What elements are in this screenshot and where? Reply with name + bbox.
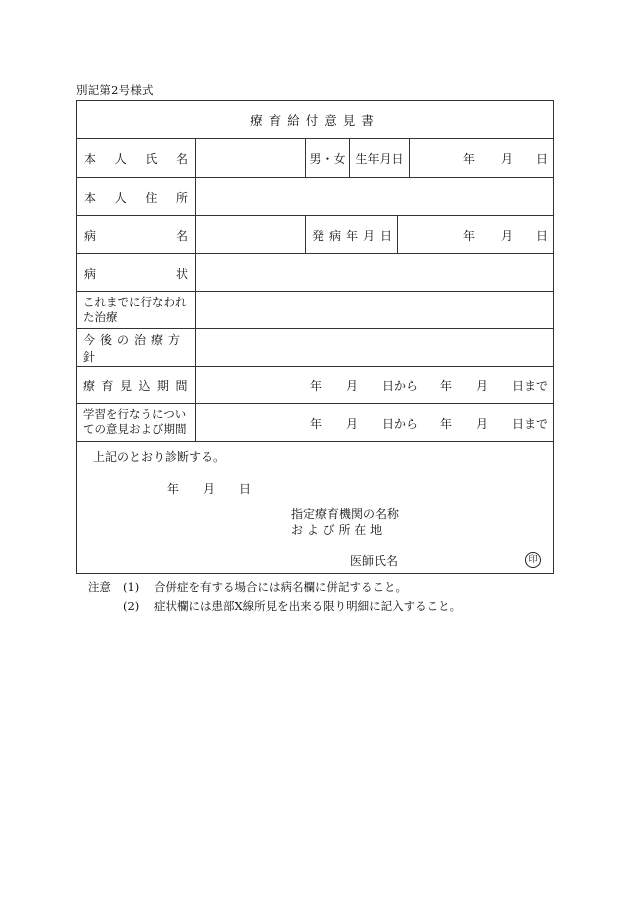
institution-location-label: お よ び 所 在 地 — [291, 523, 383, 537]
certification-month: 月 — [203, 482, 216, 496]
expected-period-row — [77, 366, 553, 404]
disease-label: 病 名 — [84, 228, 188, 243]
expected-period-field[interactable]: 年 月 日から 年 月 日まで — [195, 367, 553, 404]
study-period-row — [77, 403, 553, 442]
onset-date-field[interactable]: 年 月 日 — [397, 216, 553, 254]
form-title: 療育給付意見書 — [250, 112, 380, 128]
address-field[interactable] — [195, 178, 553, 216]
past-treatment-label: これまでに行なわれ た治療 — [83, 295, 187, 324]
certification-statement: 上記のとおり診断する。 — [93, 450, 226, 464]
past-treatment-row — [77, 291, 553, 329]
seal-icon: 印 — [525, 552, 541, 568]
address-row — [77, 177, 553, 216]
institution-name-label: 指定療育機関の名称 — [291, 507, 400, 521]
certification-block — [77, 441, 553, 573]
treatment-plan-field[interactable] — [195, 329, 553, 367]
name-label: 本 人 氏 名 — [84, 152, 188, 166]
study-period-field[interactable]: 年 月 日から 年 月 日まで — [195, 404, 553, 442]
doctor-name-label: 医師氏名 — [350, 554, 399, 568]
expected-period-label: 療育見込期間 — [83, 379, 195, 393]
symptoms-row — [77, 253, 553, 292]
treatment-plan-row — [77, 328, 553, 367]
symptoms-field[interactable] — [195, 254, 553, 292]
birthdate-field[interactable]: 年 月 日 — [409, 139, 553, 178]
past-treatment-field[interactable] — [195, 292, 553, 329]
opinion-form-table — [76, 100, 554, 574]
disease-row — [77, 215, 553, 254]
address-label: 本 人 住 所 — [84, 190, 188, 205]
form-number: 別記第2号様式 — [76, 83, 154, 97]
study-period-label: 学習を行なうについ ての意見および期間 — [83, 407, 187, 436]
name-field[interactable] — [195, 139, 305, 178]
onset-date-label: 発病年月日 — [305, 216, 397, 254]
name-row — [77, 138, 553, 178]
certification-year: 年 — [167, 482, 180, 496]
symptoms-label: 病 状 — [84, 266, 188, 281]
sex-field[interactable]: 男・女 — [305, 139, 349, 178]
treatment-plan-label: 今後の治療方針 — [83, 333, 186, 364]
disease-field[interactable] — [195, 216, 305, 254]
birthdate-label: 生年月日 — [349, 139, 409, 178]
certification-day: 日 — [239, 482, 252, 496]
title-row — [77, 101, 553, 138]
notes-heading: 注意 — [88, 580, 111, 594]
